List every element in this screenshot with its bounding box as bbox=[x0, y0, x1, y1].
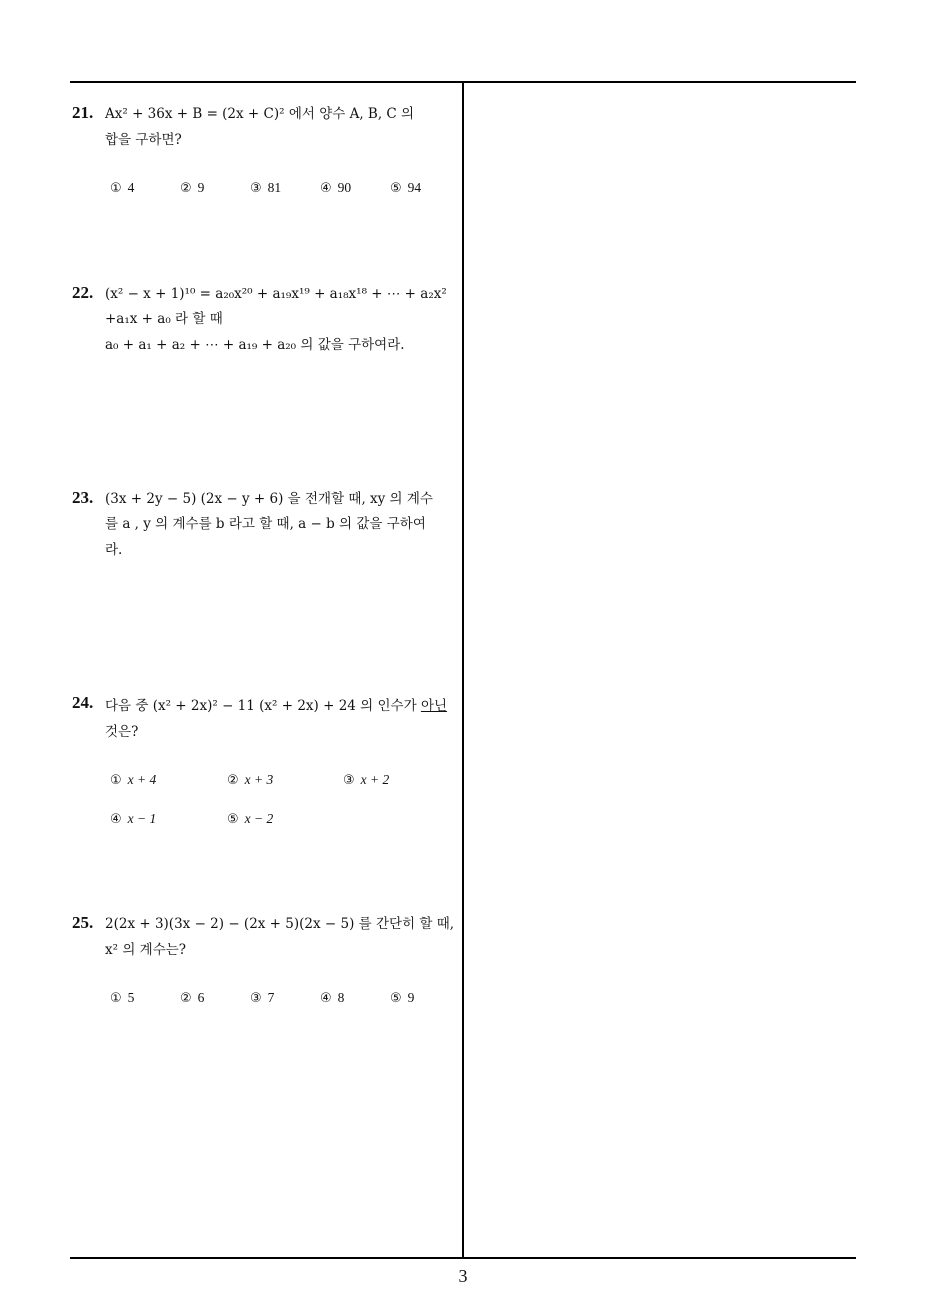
problem-number: 21. bbox=[72, 103, 94, 122]
choice-4[interactable]: ④ x − 1 bbox=[110, 811, 157, 827]
problem-text-line: (3x + 2y − 5) (2x − y + 6) 을 전개할 때, xy 의 계수 bbox=[105, 491, 433, 507]
choice-5[interactable]: ⑤ 94 bbox=[390, 180, 422, 196]
problem-text-line: 것은? bbox=[105, 724, 139, 740]
choice-1[interactable]: ① 5 bbox=[110, 990, 135, 1006]
problem-text-line: 를 a , y 의 계수를 b 라고 할 때, a − b 의 값을 구하여 bbox=[105, 516, 426, 532]
choice-5[interactable]: ⑤ x − 2 bbox=[227, 811, 274, 827]
choice-1[interactable]: ① x + 4 bbox=[110, 772, 157, 788]
problem-text-line: 라. bbox=[105, 542, 123, 558]
bottom-rule bbox=[70, 1257, 856, 1259]
choice-2[interactable]: ② x + 3 bbox=[227, 772, 274, 788]
choice-2[interactable]: ② 9 bbox=[180, 180, 205, 196]
page-number: 3 bbox=[458, 1266, 468, 1286]
problem-text-line: a₀ + a₁ + a₂ + ⋯ + a₁₉ + a₂₀ 의 값을 구하여라. bbox=[105, 337, 405, 353]
choice-4[interactable]: ④ 8 bbox=[320, 990, 345, 1006]
problem-number: 25. bbox=[72, 913, 94, 932]
problem-number: 24. bbox=[72, 693, 94, 712]
problem-text-line: 2(2x + 3)(3x − 2) − (2x + 5)(2x − 5) 를 간단히 할 때, bbox=[105, 916, 455, 932]
choice-1[interactable]: ① 4 bbox=[110, 180, 135, 196]
problem-text-line: 다음 중 (x² + 2x)² − 11 (x² + 2x) + 24 의 인수가 아닌 bbox=[105, 698, 448, 714]
problem-text-line: x² 의 계수는? bbox=[105, 942, 187, 958]
choice-5[interactable]: ⑤ 9 bbox=[390, 990, 415, 1006]
choice-4[interactable]: ④ 90 bbox=[320, 180, 352, 196]
column-divider bbox=[462, 81, 464, 1258]
problem-text-line: Ax² + 36x + B = (2x + C)² 에서 양수 A, B, C 의 bbox=[105, 106, 415, 122]
choice-3[interactable]: ③ 81 bbox=[250, 180, 282, 196]
problem-text-line: (x² − x + 1)¹⁰ = a₂₀x²⁰ + a₁₉x¹⁹ + a₁₈x¹⁸ + ⋯ + a₂x² bbox=[105, 286, 447, 302]
underlined-word: 아닌 bbox=[420, 698, 448, 714]
choice-2[interactable]: ② 6 bbox=[180, 990, 205, 1006]
problem-number: 22. bbox=[72, 283, 94, 302]
choice-3[interactable]: ③ 7 bbox=[250, 990, 275, 1006]
choice-3[interactable]: ③ x + 2 bbox=[343, 772, 390, 788]
problem-text-line: +a₁x + a₀ 라 할 때 bbox=[105, 311, 223, 327]
problem-number: 23. bbox=[72, 488, 94, 507]
problem-text-line: 합을 구하면? bbox=[105, 132, 182, 148]
